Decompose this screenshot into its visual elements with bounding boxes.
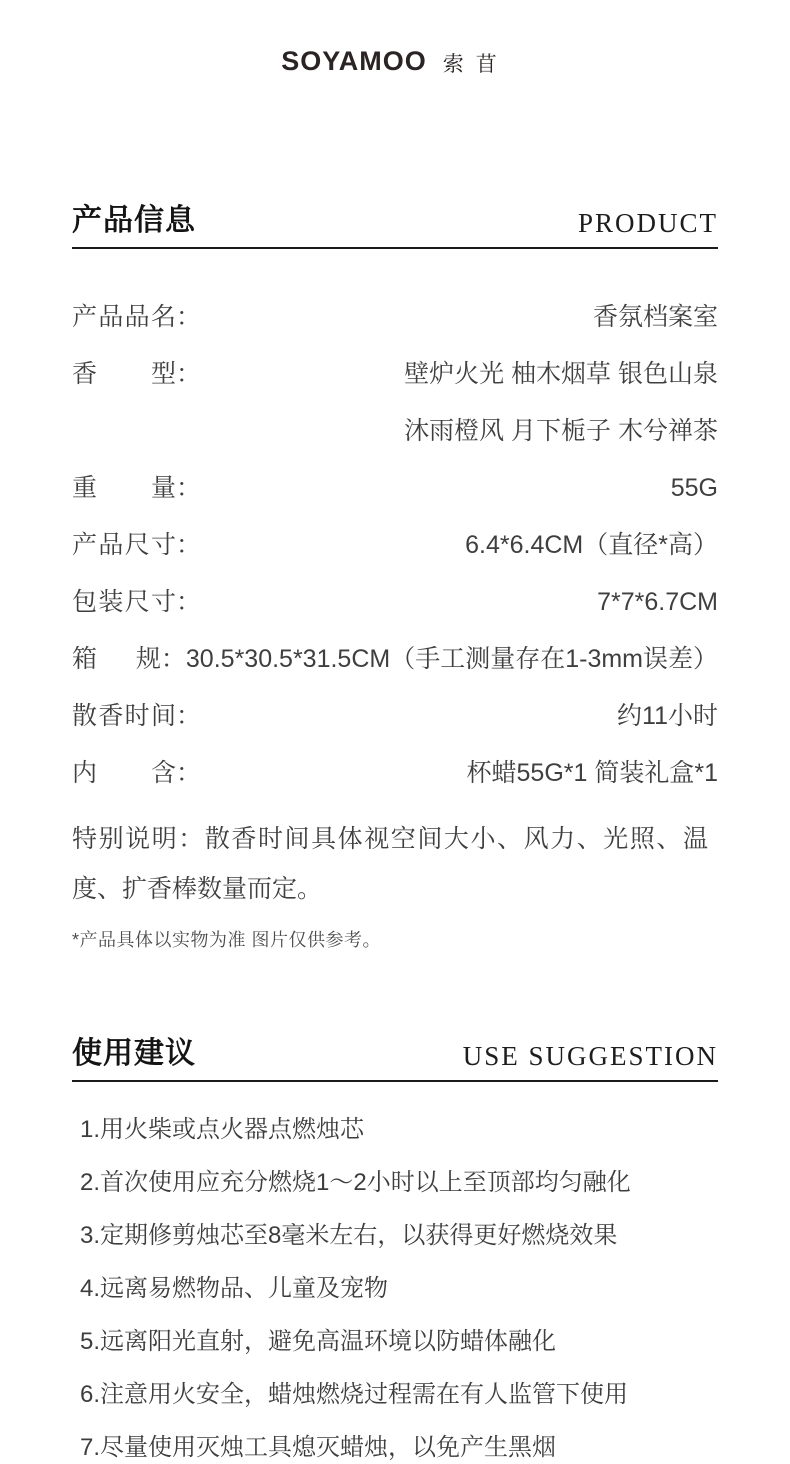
usage-item-2: 2.首次使用应充分燃烧1～2小时以上至顶部均匀融化 xyxy=(80,1169,631,1196)
spec-colon: ： xyxy=(176,474,202,502)
usage-item-4: 4.远离易燃物品、儿童及宠物 xyxy=(80,1275,389,1302)
usage-item-6: 6.注意用火安全，蜡烛燃烧过程需在有人监管下使用 xyxy=(80,1381,629,1408)
spec-table xyxy=(72,301,718,790)
spec-label: 箱规 xyxy=(72,645,161,673)
spec-colon: ： xyxy=(176,588,202,616)
spec-row-weight xyxy=(72,472,718,505)
spec-value: 沐雨橙风 月下栀子 木兮禅茶 xyxy=(404,417,718,445)
spec-label: 香型 xyxy=(72,360,176,388)
spec-row-contents xyxy=(72,757,718,790)
spec-value: 55G xyxy=(670,474,718,502)
spec-label: 重量 xyxy=(72,474,176,502)
use-suggestion-header xyxy=(72,1028,718,1082)
spec-label: 产品品名 xyxy=(72,303,176,331)
spec-label: 散香时间 xyxy=(72,702,176,730)
usage-item-5: 5.远离阳光直射，避免高温环境以防蜡体融化 xyxy=(80,1328,557,1355)
spec-colon: ： xyxy=(176,531,202,559)
brand-logo-en: SOYAMOO xyxy=(281,46,427,76)
spec-value: 杯蜡55G*1 简装礼盒*1 xyxy=(466,759,718,787)
spec-colon: ： xyxy=(176,702,202,730)
spec-label: 产品尺寸 xyxy=(72,531,176,559)
spec-row-scent-type-line2 xyxy=(72,415,718,448)
spec-row-package-size xyxy=(72,586,718,619)
spec-colon: ： xyxy=(160,645,186,673)
spec-value: 30.5*30.5*31.5CM（手工测量存在1-3mm误差） xyxy=(185,645,718,673)
spec-value: 香氛档案室 xyxy=(592,303,718,331)
spec-colon: ： xyxy=(176,360,202,388)
spec-row-product-name xyxy=(72,301,718,334)
use-suggestion-title-cn: 使用建议 xyxy=(72,1037,196,1070)
special-note: 特别说明：散香时间具体视空间大小、风力、光照、温度、扩香棒数量而定。 xyxy=(72,825,708,903)
spec-value: 7*7*6.7CM xyxy=(597,588,718,616)
spec-colon: ： xyxy=(176,303,202,331)
spec-row-carton-spec xyxy=(72,643,718,676)
spec-row-scent-type xyxy=(72,358,718,391)
product-info-title-en: PRODUCT xyxy=(577,208,718,238)
spec-row-scent-duration xyxy=(72,700,718,733)
usage-item-1: 1.用火柴或点火器点燃烛芯 xyxy=(80,1116,365,1143)
usage-suggestion-list xyxy=(72,1114,718,1464)
product-info-title-cn: 产品信息 xyxy=(72,204,196,237)
spec-value: 6.4*6.4CM（直径*高） xyxy=(465,531,718,559)
brand-logo xyxy=(72,0,718,77)
product-info-header xyxy=(72,195,718,249)
brand-logo-cn: 索苜 xyxy=(442,52,509,76)
spec-value: 约11小时 xyxy=(617,702,718,730)
spec-row-product-size xyxy=(72,529,718,562)
use-suggestion-title-en: USE SUGGESTION xyxy=(462,1041,718,1071)
usage-item-3: 3.定期修剪烛芯至8毫米左右，以获得更好燃烧效果 xyxy=(80,1222,618,1249)
spec-label: 包装尺寸 xyxy=(72,588,176,616)
spec-value: 壁炉火光 柚木烟草 银色山泉 xyxy=(404,360,718,388)
disclaimer-footnote: *产品具体以实物为准 图片仅供参考。 xyxy=(72,930,382,950)
spec-colon: ： xyxy=(176,759,202,787)
spec-label: 内含 xyxy=(72,759,176,787)
usage-item-7: 7.尽量使用灭烛工具熄灭蜡烛，以免产生黑烟 xyxy=(80,1434,557,1461)
